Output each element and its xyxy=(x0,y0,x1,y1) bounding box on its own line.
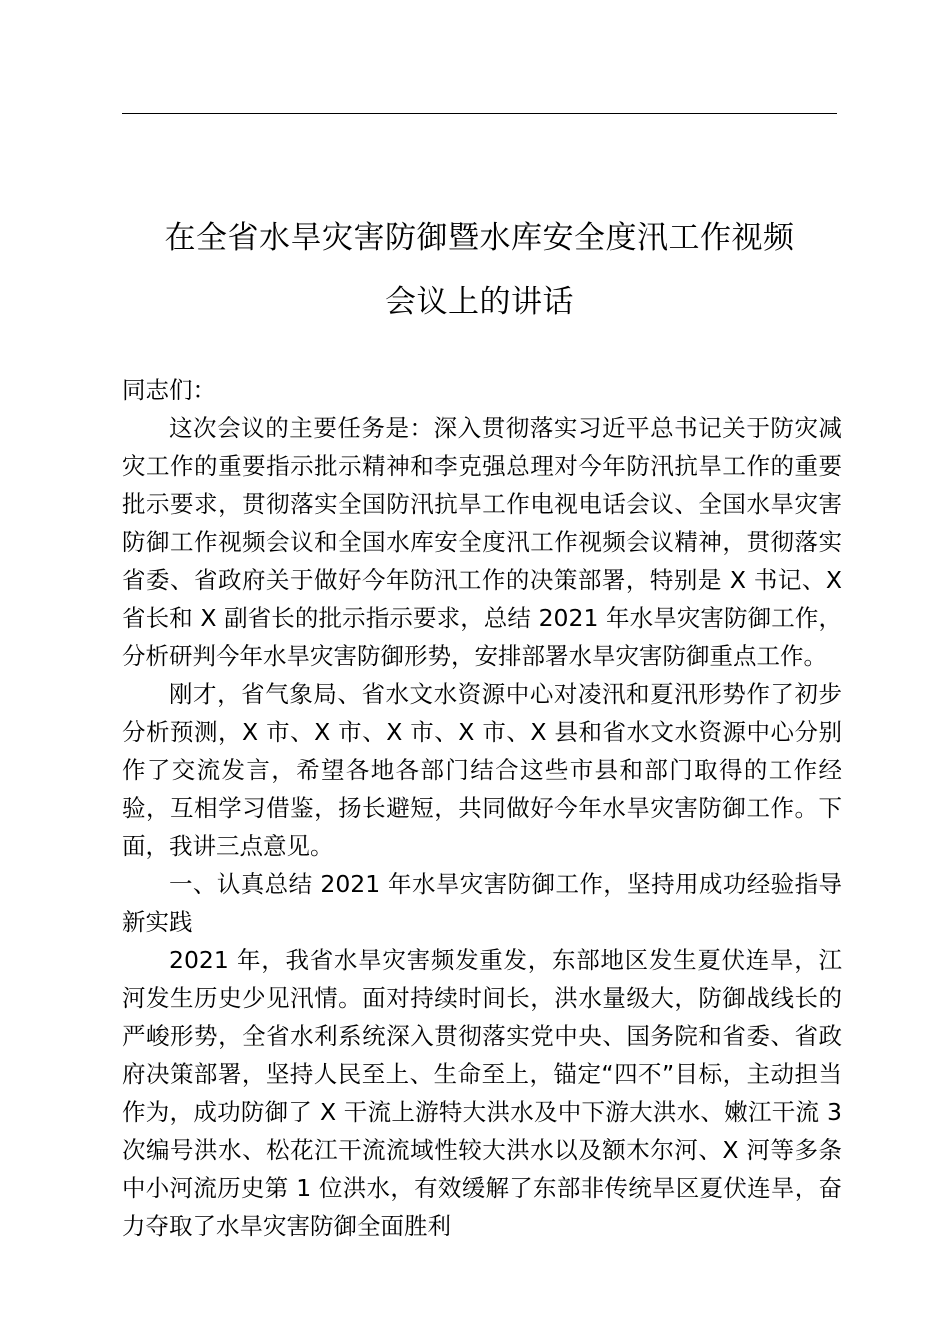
paragraph-2021-review: 2021 年，我省水旱灾害频发重发，东部地区发生夏伏连旱，江河发生历史少见汛情。面对持续时间长，洪水量级大，防御战线长的严峻形势，全省水利系统深入贯彻落实党中央、国务院和省委、省政府决策部署，坚持人民至上、生命至上，锚定“四不”目标，主动担当作为，成功防御了 X 干流上游特大洪水及中下游大洪水、嫩江干流 3 次编号洪水、松花江干流流域性较大洪水以及额木尔河、X 河等多条中小河流历史第 1 位洪水，有效缓解了东部非传统旱区夏伏连旱，奋力夺取了水旱灾害防御全面胜利 xyxy=(122,946,842,1240)
salutation: 同志们： xyxy=(122,376,216,404)
section-heading-1: 一、认真总结 2021 年水旱灾害防御工作，坚持用成功经验指导新实践 xyxy=(122,870,842,936)
title-line-1: 在全省水旱灾害防御暨水库安全度汛工作视频 xyxy=(164,220,795,256)
paragraph-exchange: 刚才，省气象局、省水文水资源中心对凌汛和夏汛形势作了初步分析预测，X 市、X 市、X 市、X 市、X 县和省水文水资源中心分别作了交流发言，希望各地各部门结合这些市县和部门取得的工作经验，互相学习借鉴，扬长避短，共同做好今年水旱灾害防御工作。下面，我讲三点意见。 xyxy=(122,680,842,860)
title-line-2: 会议上的讲话 xyxy=(385,284,574,320)
document-body xyxy=(122,371,842,1245)
header-rule xyxy=(122,113,837,114)
document-title xyxy=(122,206,837,334)
paragraph-meeting-tasks: 这次会议的主要任务是：深入贯彻落实习近平总书记关于防灾减灾工作的重要指示批示精神和李克强总理对今年防汛抗旱工作的重要批示要求，贯彻落实全国防汛抗旱工作电视电话会议、全国水旱灾害防御工作视频会议和全国水库安全度汛工作视频会议精神，贯彻落实省委、省政府关于做好今年防汛工作的决策部署，特别是 X 书记、X 省长和 X 副省长的批示指示要求，总结 2021 年水旱灾害防御工作，分析研判今年水旱灾害防御形势，安排部署水旱灾害防御重点工作。 xyxy=(122,414,842,670)
